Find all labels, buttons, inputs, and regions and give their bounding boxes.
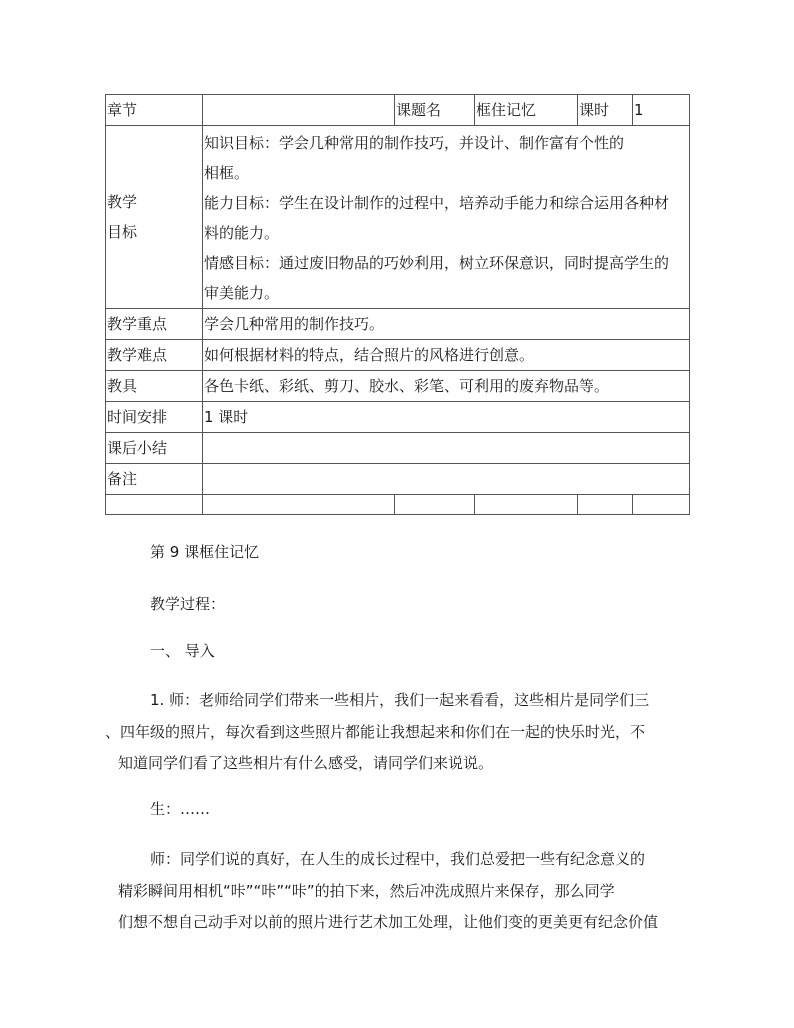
teacher-paragraph-line-1: 师：同学们说的真好，在人生的成长过程中，我们总爱把一些有纪念意义的: [150, 850, 646, 868]
summary-row: [106, 433, 690, 464]
notes-value: [203, 464, 690, 495]
notes-row: [106, 464, 690, 495]
blank-cell: [633, 495, 690, 515]
intro-paragraph-line-3: 知道同学们看了这些相片有什么感受，请同学们来说说。: [118, 754, 494, 772]
intro-paragraph-line-2: 、四年级的照片，每次看到这些照片都能让我想起来和你们在一起的快乐时光，不: [105, 722, 646, 741]
key-points-value: 学会几种常用的制作技巧。: [203, 309, 690, 340]
tools-value: 各色卡纸、彩纸、剪刀、胶水、彩笔、可利用的废弃物品等。: [203, 371, 690, 402]
difficulties-value: 如何根据材料的特点，结合照片的风格进行创意。: [203, 340, 690, 371]
emotion-goal-line-1: 情感目标：通过废旧物品的巧妙利用，树立环保意识，同时提高学生的: [204, 253, 670, 272]
emotion-goal-line-2: 审美能力。: [204, 283, 280, 302]
knowledge-goal-line-1: 知识目标：学会几种常用的制作技巧，并设计、制作富有个性的: [204, 133, 625, 152]
tools-row: [106, 371, 690, 402]
key-points-label: 教学重点: [106, 309, 203, 340]
intro-paragraph: [105, 685, 684, 780]
difficulties-row: [106, 340, 690, 371]
summary-value: [203, 433, 690, 464]
ability-goal-line-2: 料的能力。: [204, 223, 280, 242]
goals-row: [106, 126, 690, 309]
blank-row: [106, 495, 690, 515]
schedule-label: 时间安排: [106, 402, 203, 433]
goals-label-line-2: 目标: [107, 223, 138, 241]
blank-cell: [578, 495, 633, 515]
goals-content: [203, 126, 690, 309]
schedule-row: [106, 402, 690, 433]
blank-cell: [106, 495, 203, 515]
blank-cell: [475, 495, 578, 515]
section-heading-intro: 一、 导入: [150, 642, 215, 660]
teacher-paragraph: [118, 844, 684, 939]
lesson-title: 第 9 课框住记忆: [150, 543, 260, 561]
schedule-value: 1 课时: [203, 402, 690, 433]
goals-label-line-1: 教学: [107, 193, 138, 211]
periods-value: 1: [633, 95, 690, 126]
blank-cell: [203, 495, 395, 515]
goals-label: [106, 126, 203, 309]
difficulties-label: 教学难点: [106, 340, 203, 371]
knowledge-goal-line-2: 相框。: [204, 163, 250, 182]
blank-cell: [395, 495, 475, 515]
lesson-info-table: [105, 94, 690, 515]
student-reply: 生：……: [150, 800, 211, 818]
summary-label: 课后小结: [106, 433, 203, 464]
notes-label: 备注: [106, 464, 203, 495]
key-points-row: [106, 309, 690, 340]
ability-goal-line-1: 能力目标：学生在设计制作的过程中，培养动手能力和综合运用各种材: [204, 193, 670, 212]
periods-label: 课时: [578, 95, 633, 126]
tools-label: 教具: [106, 371, 203, 402]
lesson-name-label: 课题名: [395, 95, 475, 126]
process-title: 教学过程：: [150, 595, 226, 613]
teacher-paragraph-line-3: 们想不想自己动手对以前的照片进行艺术加工处理，让他们变的更美更有纪念价值: [118, 913, 659, 931]
chapter-value: [203, 95, 395, 126]
intro-paragraph-line-1: 1. 师：老师给同学们带来一些相片，我们一起来看看，这些相片是同学们三: [150, 691, 650, 709]
chapter-row: [106, 95, 690, 126]
chapter-label: 章节: [106, 95, 203, 126]
lesson-name-value: 框住记忆: [475, 95, 578, 126]
teacher-paragraph-line-2: 精彩瞬间用相机“咔”“咔”“咔”的拍下来，然后冲洗成照片来保存，那么同学: [118, 881, 615, 900]
